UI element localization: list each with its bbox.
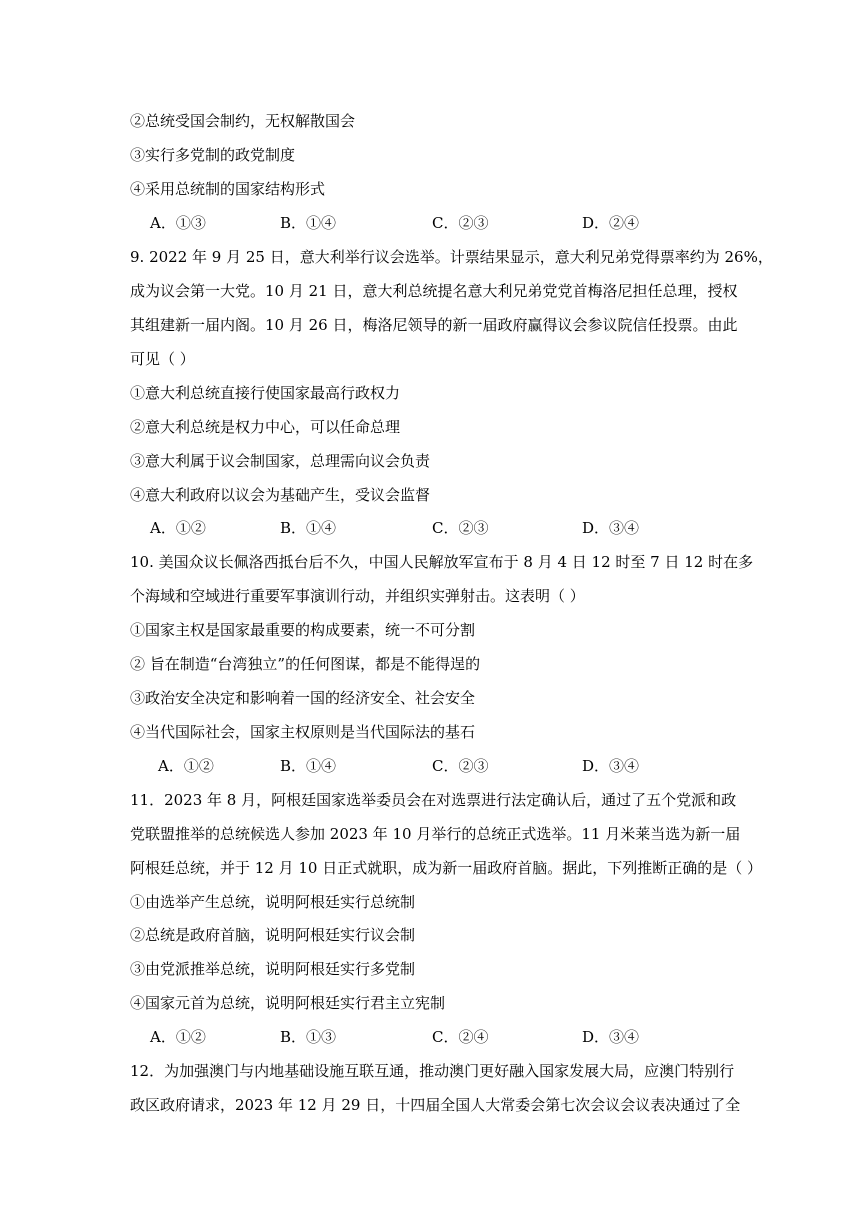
q10-statement-2: ② 旨在制造“台湾独立”的任何图谋，都是不能得逞的	[130, 655, 481, 673]
q8-option-c: C．②③	[432, 214, 489, 232]
q10-statement-4: ④当代国际社会，国家主权原则是当代国际法的基石	[130, 723, 476, 741]
q12-stem-line-2: 政区政府请求，2023 年 12 月 29 日，十四届全国人大常委会第七次会议会议表决通过了全	[130, 1096, 741, 1114]
q11-option-b: B．①③	[280, 1028, 337, 1046]
q11-stem-line-1: 11．2023 年 8 月，阿根廷国家选举委员会在对选票进行法定确认后，通过了五个党派和政	[130, 791, 737, 809]
q9-option-d: D．③④	[582, 519, 640, 537]
q10-stem-line-1: 10. 美国众议长佩洛西抵台后不久，中国人民解放军宣布于 8 月 4 日 12 时至 7 日 12 时在多	[130, 553, 754, 571]
q9-option-a: A．①②	[150, 519, 206, 537]
q9-option-b: B．①④	[280, 519, 337, 537]
q8-statement-4: ④采用总统制的国家结构形式	[130, 180, 326, 198]
q8-option-a: A．①③	[150, 214, 206, 232]
q8-option-d: D．②④	[582, 214, 640, 232]
q8-option-b: B．①④	[280, 214, 337, 232]
q10-option-b: B．①④	[280, 757, 337, 775]
q11-stem-line-3: 阿根廷总统，并于 12 月 10 日正式就职，成为新一届政府首脑。据此，下列推断正确的是（ ）	[130, 859, 763, 877]
q10-option-c: C．②③	[432, 757, 489, 775]
q11-statement-1: ①由选举产生总统，说明阿根廷实行总统制	[130, 893, 416, 911]
q10-option-a: A．①②	[158, 757, 214, 775]
q12-stem-line-1: 12．为加强澳门与内地基础设施互联互通，推动澳门更好融入国家发展大局，应澳门特别行	[130, 1062, 735, 1080]
q11-option-d: D．③④	[582, 1028, 640, 1046]
q8-statement-3: ③实行多党制的政党制度	[130, 146, 296, 164]
q9-stem-line-3: 其组建新一届内阁。10 月 26 日，梅洛尼领导的新一届政府赢得议会参议院信任投票。由此	[130, 316, 738, 334]
q9-statement-3: ③意大利属于议会制国家，总理需向议会负责	[130, 452, 431, 470]
q11-statement-4: ④国家元首为总统，说明阿根廷实行君主立宪制	[130, 994, 446, 1012]
q9-stem-line-2: 成为议会第一大党。10 月 21 日，意大利总统提名意大利兄弟党党首梅洛尼担任总理，授权	[130, 282, 738, 300]
q9-option-c: C．②③	[432, 519, 489, 537]
q9-stem-line-1: 9. 2022 年 9 月 25 日，意大利举行议会选举。计票结果显示，意大利兄弟党得票率约为 26%，	[130, 248, 773, 266]
q11-option-a: A．①②	[150, 1028, 206, 1046]
q9-statement-2: ②意大利总统是权力中心，可以任命总理	[130, 418, 401, 436]
q9-stem-line-4: 可见（ ）	[130, 350, 195, 368]
q9-statement-1: ①意大利总统直接行使国家最高行政权力	[130, 384, 401, 402]
q9-statement-4: ④意大利政府以议会为基础产生，受议会监督	[130, 486, 431, 504]
q10-option-d: D．③④	[582, 757, 640, 775]
q11-option-c: C．②④	[432, 1028, 489, 1046]
q11-stem-line-2: 党联盟推举的总统候选人参加 2023 年 10 月举行的总统正式选举。11 月米莱当选为新一届	[130, 825, 741, 843]
q10-statement-3: ③政治安全决定和影响着一国的经济安全、社会安全	[130, 689, 476, 707]
q8-statement-2: ②总统受国会制约，无权解散国会	[130, 112, 356, 130]
q10-stem-line-2: 个海域和空域进行重要军事演训行动，并组织实弹射击。这表明（ ）	[130, 587, 585, 605]
q10-statement-1: ①国家主权是国家最重要的构成要素，统一不可分割	[130, 621, 476, 639]
q11-statement-2: ②总统是政府首脑，说明阿根廷实行议会制	[130, 926, 416, 944]
q11-statement-3: ③由党派推举总统，说明阿根廷实行多党制	[130, 960, 416, 978]
